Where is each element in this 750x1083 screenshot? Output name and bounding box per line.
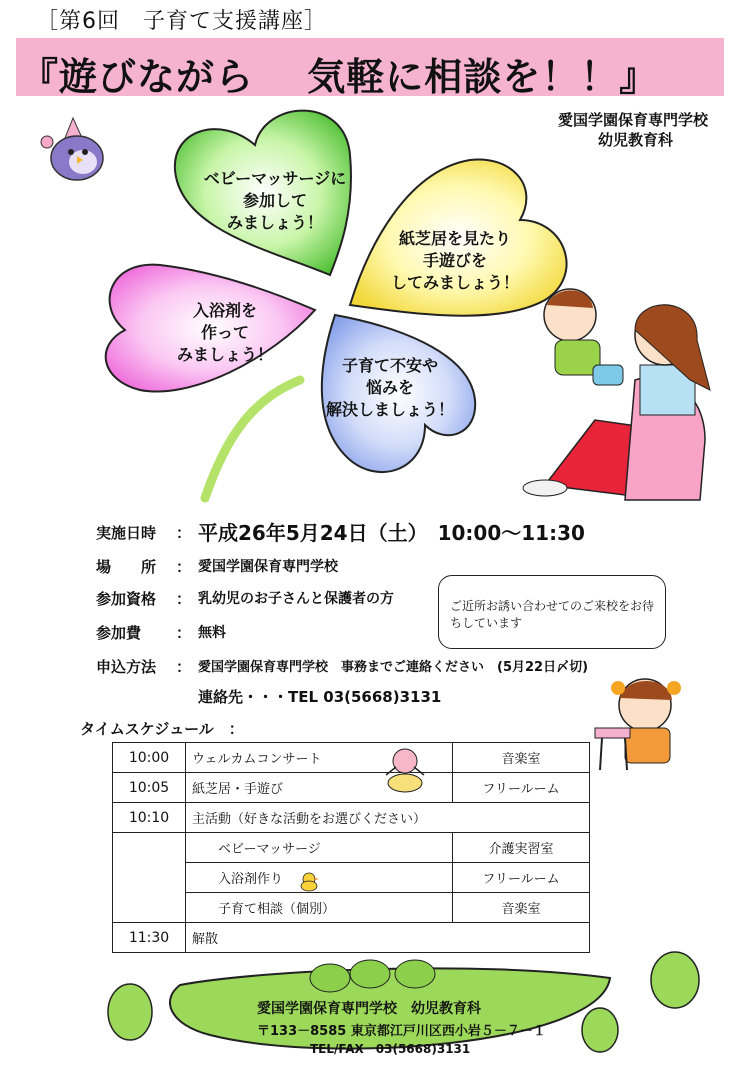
blue-petal-text xyxy=(320,355,460,421)
place-label: 場 所 xyxy=(96,558,157,576)
table-row xyxy=(113,743,590,773)
girl-illustration xyxy=(590,670,700,780)
petal-line: 解決しましょう！ xyxy=(325,400,454,419)
bird-icon xyxy=(35,110,115,190)
schedule-room: フリールーム xyxy=(453,863,590,893)
pink-petal-text xyxy=(165,300,285,366)
schedule-time: 10:00 xyxy=(113,743,186,773)
schedule-room: フリールーム xyxy=(453,773,590,803)
date-colon: ： xyxy=(176,524,192,542)
schedule-activity: 主活動（好きな活動をお選びください） xyxy=(186,803,590,833)
schedule-activity: 入浴剤作り xyxy=(186,863,453,893)
chick-icon xyxy=(298,870,320,892)
fee-colon: ： xyxy=(176,624,192,642)
clover-stem xyxy=(205,380,300,498)
schedule-table xyxy=(112,742,590,953)
mother-baby-illustration xyxy=(515,270,730,515)
page-title: 『遊びながら 気軽に相談を！！』 xyxy=(20,55,659,99)
schedule-time-empty xyxy=(113,833,186,923)
contact-info: 連絡先・・・TEL 03(5668)3131 xyxy=(198,688,442,706)
place-colon: ： xyxy=(176,558,192,576)
schedule-title: タイムスケジュール ： xyxy=(80,720,244,738)
petal-line: してみましょう！ xyxy=(390,273,519,292)
petal-line: 参加して xyxy=(242,191,307,210)
petal-line: みましょう！ xyxy=(226,213,323,232)
footer-school-name: 愛国学園保育専門学校 幼児教育科 xyxy=(257,1001,481,1017)
schedule-activity: 紙芝居・手遊び xyxy=(186,773,453,803)
footer-tel: TEL/FAX 03(5668)3131 xyxy=(310,1042,471,1056)
school-name: 愛国学園保育専門学校 xyxy=(558,111,709,129)
table-row xyxy=(113,833,590,863)
schedule-room: 音楽室 xyxy=(453,743,590,773)
schedule-activity: 子育て相談（個別） xyxy=(186,893,453,923)
petal-line: 作って xyxy=(200,323,249,342)
eligibility-colon: ： xyxy=(176,590,192,608)
eligibility-label: 参加資格 xyxy=(96,590,157,608)
apply-label: 申込方法 xyxy=(96,658,157,676)
yellow-petal-text xyxy=(380,228,530,294)
lecture-number: ［第6回 子育て支援講座］ xyxy=(36,9,327,34)
date-label: 実施日時 xyxy=(96,524,157,542)
note-text: ご近所お誘い合わせてのご来校をお待ちしています xyxy=(450,599,655,630)
table-row xyxy=(113,803,590,833)
schedule-room: 介護実習室 xyxy=(453,833,590,863)
petal-line: 悩みを xyxy=(365,378,414,397)
petal-line: 紙芝居を見たり xyxy=(398,229,511,248)
petal-line: 手遊びを xyxy=(422,251,487,270)
place-value: 愛国学園保育専門学校 xyxy=(198,559,338,575)
schedule-time: 11:30 xyxy=(113,923,186,953)
fee-value: 無料 xyxy=(198,625,226,641)
schedule-time: 10:05 xyxy=(113,773,186,803)
schedule-activity: 解散 xyxy=(186,923,590,953)
petal-line: みましょう！ xyxy=(176,345,273,364)
eligibility-value: 乳幼児のお子さんと保護者の方 xyxy=(198,591,394,607)
petal-line: ベビーマッサージに xyxy=(203,169,347,188)
schedule-time: 10:10 xyxy=(113,803,186,833)
fee-label: 参加費 xyxy=(96,624,142,642)
green-petal-text xyxy=(195,168,355,234)
footer-address: 〒133－8585 東京都江戸川区西小岩５－７－１ xyxy=(257,1024,546,1039)
schedule-activity: ウェルカムコンサート xyxy=(186,743,453,773)
petal-line: 入浴剤を xyxy=(192,301,257,320)
schedule-room: 音楽室 xyxy=(453,893,590,923)
apply-colon: ： xyxy=(176,658,192,676)
pig-drummer-icon xyxy=(380,745,430,797)
department-name: 幼児教育科 xyxy=(598,131,674,149)
date-value: 平成26年5月24日（土） 10:00～11:30 xyxy=(198,521,585,545)
petal-line: 子育て不安や xyxy=(341,356,438,375)
table-row xyxy=(113,923,590,953)
table-row xyxy=(113,773,590,803)
apply-value: 愛国学園保育専門学校 事務までご連絡ください (5月22日〆切) xyxy=(198,660,589,675)
schedule-activity: ベビーマッサージ xyxy=(186,833,453,863)
